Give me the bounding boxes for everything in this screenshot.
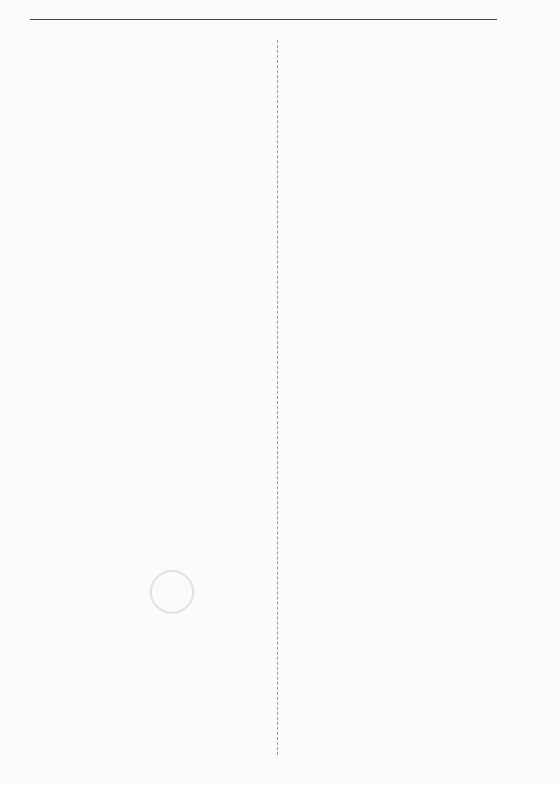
lesson9-new-heading [36,555,268,578]
left-column [36,34,268,647]
watermark-stamp-icon [150,570,194,614]
list-item [289,296,520,319]
lesson11-review-heading [289,524,520,547]
lesson11-title [289,486,520,524]
list-item [289,411,520,434]
list-item [289,135,520,158]
list-item [289,388,520,411]
list-item [289,570,520,593]
list-item [36,287,268,310]
list-item [289,227,520,250]
list-item [289,158,520,181]
list-item [289,639,520,662]
list-item [289,434,520,457]
right-column [289,34,520,662]
list-item [289,89,520,112]
header-rule [30,19,497,20]
list-item [289,181,520,204]
list-item [289,273,520,296]
list-item [36,624,268,647]
lesson9-title [36,356,268,394]
list-item [36,103,268,126]
lesson10-new-heading [289,204,520,227]
lesson10-dialog [289,227,520,480]
list-item [36,80,268,103]
part2-heading [36,241,268,264]
column-divider [277,40,278,755]
list-item [36,417,268,440]
list-item [289,457,520,480]
list-item [36,310,268,333]
list-item [289,547,520,570]
list-item [289,365,520,388]
list-item [36,126,268,149]
lesson10-title [289,28,520,66]
list-item [289,616,520,639]
list-item [36,440,268,463]
list-item [36,486,268,509]
list-item [289,342,520,365]
lesson9-review-heading [36,394,268,417]
list-item [36,333,268,356]
list-item [36,34,268,57]
list-item [36,463,268,486]
list-item [36,532,268,555]
lesson8-answers [36,34,268,241]
list-item [289,250,520,273]
list-item [36,172,268,195]
list-item [36,601,268,624]
list-item [289,319,520,342]
lesson10-review-list [289,89,520,204]
list-item [36,57,268,80]
list-item [289,593,520,616]
lesson10-review-heading [289,66,520,89]
list-item [36,195,268,218]
list-item [36,264,268,287]
list-item [36,509,268,532]
list-item [36,218,268,241]
list-item [289,112,520,135]
list-item [36,149,268,172]
lesson11-review-list [289,547,520,662]
part2-list [36,264,268,356]
lesson9-review-list [36,417,268,555]
